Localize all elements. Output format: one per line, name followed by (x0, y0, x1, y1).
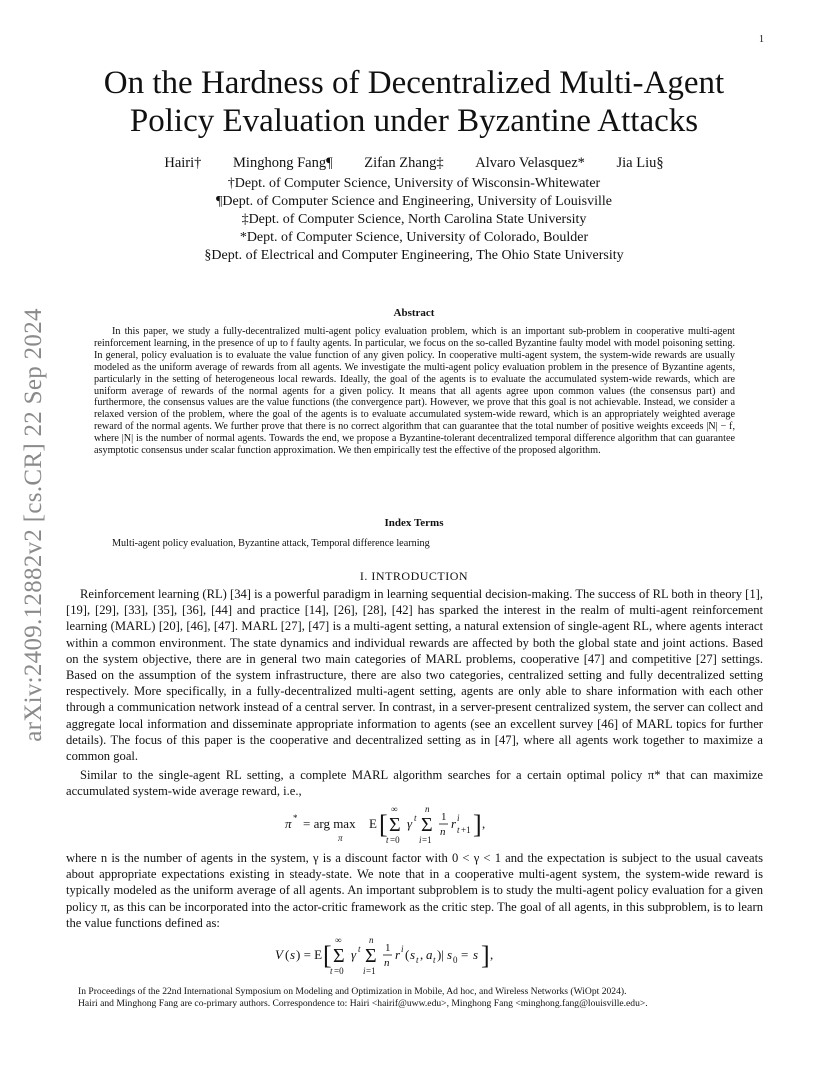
svg-text:E: E (368, 816, 377, 831)
paragraph-text: where n is the number of agents in the system, γ is a discount factor with 0 < γ < 1 and the expectation is subject to the usual caveats about appropriate expectations existing in steady-state. We note that in a cooperative multi-agent system, the system-wide reward is typically modeled as the uniform average of all agents. An important subproblem is to study the multi-agent policy evaluation for a given policy π, as this can be incorporated into the actor-critic framework as the critic step. The goal of all agents, in this subproblem, is to learn the value functions defined as: (66, 851, 763, 930)
footnote-correspondence: Hairi and Minghong Fang are co-primary authors. Correspondence to: Hairi <hairif@uww.edu>, Minghong Fang <minghong.fang@louisville.edu>. (78, 998, 648, 1009)
title-line-2: Policy Evaluation under Byzantine Attacks (129, 103, 699, 139)
svg-text:*: * (292, 813, 297, 823)
author: Alvaro Velasquez* (475, 155, 585, 171)
svg-text:+1: +1 (460, 825, 471, 835)
footnote-proceedings: In Proceedings of the 22nd International Symposium on Modeling and Optimization in Mobile, Ad hoc, and Wireless Networks (WiOpt 2024). (78, 986, 627, 997)
affiliation: §Dept. of Electrical and Computer Engineering, The Ohio State University (204, 248, 624, 263)
svg-text:=0: =0 (333, 966, 344, 976)
svg-text:i: i (456, 813, 460, 823)
svg-text:[: [ (378, 810, 388, 839)
equation-value-function (66, 932, 763, 978)
svg-text:t: t (413, 813, 417, 823)
svg-text:=0: =0 (389, 835, 400, 845)
arxiv-stamp (14, 290, 54, 760)
svg-text:]: ] (480, 941, 490, 970)
affiliations (70, 175, 758, 265)
svg-text:(: ( (284, 947, 289, 962)
svg-text:a: a (425, 947, 432, 962)
svg-text:Σ: Σ (332, 945, 345, 967)
svg-text:1: 1 (384, 942, 390, 954)
affiliation: †Dept. of Computer Science, University of Wisconsin-Whitewater (227, 176, 601, 191)
svg-text:γ: γ (406, 816, 412, 831)
svg-text:t: t (432, 955, 436, 965)
index-terms-body: Multi-agent policy evaluation, Byzantine attack, Temporal difference learning (112, 538, 430, 549)
svg-text:t: t (415, 955, 419, 965)
svg-text:=1: =1 (365, 966, 376, 976)
arxiv-stamp-text: arXiv:2409.12882v2 [cs.CR] 22 Sep 2024 (20, 308, 47, 742)
svg-text:,: , (481, 816, 485, 831)
svg-text:π: π (337, 833, 343, 843)
section-heading-introduction: I. INTRODUCTION (359, 569, 469, 583)
abstract-heading: Abstract (393, 307, 435, 319)
svg-text:=1: =1 (421, 835, 432, 845)
paragraph-text: Similar to the single-agent RL setting, a complete MARL algorithm searches for a certain optimal policy π* that can maximize accumulated system-wide average reward, i.e., (66, 768, 763, 799)
intro-paragraph-1 (66, 586, 763, 764)
svg-text:s: s (409, 947, 415, 962)
svg-text:,: , (419, 947, 423, 962)
affiliation: *Dept. of Computer Science, University of Colorado, Boulder (239, 230, 589, 245)
svg-text:t: t (329, 966, 333, 976)
svg-text:γ: γ (350, 947, 356, 962)
svg-text:t: t (385, 835, 389, 845)
svg-text:) = E: ) = E (295, 947, 322, 962)
svg-text:)|: )| (436, 947, 444, 962)
svg-text:s: s (446, 947, 452, 962)
author: Jia Liu§ (616, 155, 664, 171)
svg-text:=: = (460, 947, 468, 962)
affiliation: ¶Dept. of Computer Science and Engineering, University of Louisville (216, 194, 612, 209)
svg-text:π: π (284, 816, 292, 831)
title-line-1: On the Hardness of Decentralized Multi-Agent (103, 65, 725, 101)
svg-text:r: r (394, 947, 400, 962)
svg-text:n: n (439, 826, 445, 838)
index-terms-heading: Index Terms (384, 517, 444, 529)
footnotes (78, 986, 768, 1010)
author: Zifan Zhang‡ (364, 155, 444, 171)
svg-text:n: n (383, 957, 389, 969)
svg-text:t: t (357, 944, 361, 954)
page-number: 1 (759, 34, 764, 45)
author-list (70, 155, 758, 172)
author: Minghong Fang¶ (233, 155, 333, 171)
svg-text:∞: ∞ (390, 804, 397, 814)
svg-text:i: i (400, 944, 404, 954)
svg-text:]: ] (472, 810, 482, 839)
svg-text:0: 0 (452, 955, 457, 965)
svg-text:(: ( (404, 947, 409, 962)
paragraph-text: Reinforcement learning (RL) [34] is a powerful paradigm in learning sequential decision-making. The success of RL both in theory [1], [19], [29], [33], [35], [36], [44] and practice [14], [26], [28], [42] has sparked the interest in the realm of multi-agent reinforcement learning (MARL) [20], [46], [47]. MARL [27], [47] is a multi-agent setting, a natural extension of single-agent RL, where agents interact within a common environment. The state dynamics and individual rewards are affected by both the global state and joint actions. Based on the system objective, there are in general two main categories of MARL problems, cooperative [47] and competitive [27] settings. Based on the assumption of the system infrastructure, there are also two categories, centralized setting and fully decentralized setting respectively. More specifically, in a fully-decentralized multi-agent setting, agents are only able to share information with each other through a communication network instead of a central server. In contrast, in a server-present centralized system, the server can collect and aggregate local information and disseminate appropriate information to agents (see an excellent survey [46] of MARL topics for further details). The focus of this paper is the cooperative and decentralized setting as in [47], where all agents work together to maximize a common goal. (66, 587, 764, 764)
svg-text:1: 1 (440, 811, 446, 823)
equation-optimal-policy (66, 801, 763, 847)
svg-text:n: n (368, 935, 373, 945)
affiliation: ‡Dept. of Computer Science, North Carolina State University (241, 212, 587, 227)
svg-text:t: t (456, 825, 460, 835)
abstract-body: In this paper, we study a fully-decentralized multi-agent policy evaluation problem, which is an important sub-problem in cooperative multi-agent reinforcement learning, in the presence of up to f faulty agents. In particular, we focus on the so-called Byzantine faulty model with model poisoning setting. In general, policy evaluation is to evaluate the value function of any given policy. In cooperative multi-agent system, the system-wide rewards are usually modeled as the uniform average of rewards from all agents. We investigate the multi-agent policy evaluation problem in the presence of Byzantine agents, particularly in the setting of heterogeneous local rewards. Ideally, the goal of the agents is to evaluate the accumulated system-wide rewards, which are uniform average of rewards of the normal agents for a given policy. It means that all agents agree upon common values (the consensus part) and furthermore, the consensus values are the value functions (the convergence part). However, we prove that this goal is not achievable. Instead, we consider a relaxed version of the problem, where the goal of the agents is to evaluate accumulated system-wide reward, which is an appropriately weighted average reward of the normal agents. We further prove that there is no correct algorithm that can guarantee that the total number of positive weights exceeds |N| − f, where |N| is the number of normal agents. Towards the end, we propose a Byzantine-tolerant decentralized temporal difference algorithm that can guarantee asymptotic consensus under scalar function approximation. We then empirically test the effective of the proposed algorithm. (94, 326, 735, 457)
svg-text:Σ: Σ (388, 814, 401, 836)
svg-text:[: [ (322, 941, 332, 970)
svg-text:r: r (450, 816, 456, 831)
equation-2-svg (275, 932, 555, 978)
equation-1-svg (285, 801, 545, 847)
svg-text:∞: ∞ (334, 935, 341, 945)
svg-text:= arg max: = arg max (302, 816, 356, 831)
intro-paragraph-2 (66, 767, 763, 799)
svg-text:i: i (418, 835, 422, 845)
svg-text:Σ: Σ (420, 814, 433, 836)
svg-text:V: V (274, 947, 283, 962)
paper-title (70, 64, 758, 140)
author: Hairi† (164, 155, 202, 171)
svg-text:i: i (362, 966, 366, 976)
svg-text:Σ: Σ (364, 945, 377, 967)
svg-text:n: n (424, 804, 429, 814)
svg-text:,: , (489, 947, 493, 962)
svg-text:s: s (472, 947, 478, 962)
svg-text:s: s (289, 947, 295, 962)
intro-paragraph-3 (66, 850, 763, 931)
